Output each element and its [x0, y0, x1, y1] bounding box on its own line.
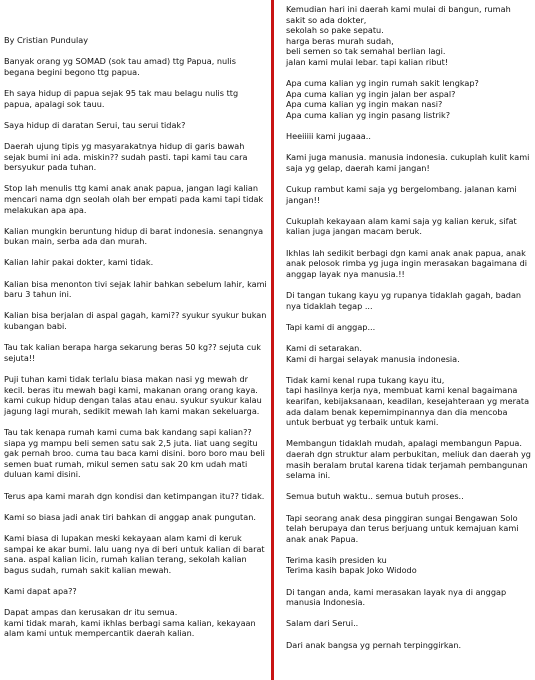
paragraph-right-6: Cukuplah kekayaan alam kami saja yg kalian keruk, sifat kalian juga jangan macam beruk.: [286, 215, 517, 237]
paragraph-left-12: Tau tak kenapa rumah kami cuma bak kandang sapi kalian?? siapa yg mampu beli semen satu sak 2,5 juta. liat uang segitu gak pernah broo. cuma tau baca kami disini. boro boro mau beli semen buat rumah, mikul semen satu sak 20 km udah mati duluan kami disini.: [4, 426, 265, 480]
paragraph-right-17: Salam dari Serui..: [286, 618, 359, 629]
paragraph-right-11: Tidak kami kenal rupa tukang kayu itu, tapi hasilnya kerja nya, membuat kami kenal bagaimana kearifan, kebijaksanaan, keadilan, kesejahteraan yg merata ada dalam benak kepemimpinannya dan dia mencoba untuk berbuat yg terbaik untuk kami.: [286, 374, 530, 428]
paragraph-left-15: Kami biasa di lupakan meski kekayaan alam kami di keruk sampai ke akar bumi. lalu uang nya di beri untuk kalian di barat sana. aspal kalian licin, rumah kalian terang, sekolah kalian bagus sudah, rumah sakit kalian mewah.: [4, 532, 265, 575]
paragraph-left-6: Kalian mungkin beruntung hidup di barat indonesia. senangnya bukan main, serba ada dan murah.: [4, 225, 264, 247]
paragraph-left-1: Banyak orang yg SOMAD (sok tau amad) ttg Papua, nulis begana begini begono ttg papua.: [4, 56, 236, 77]
paragraph-right-1: Kemudian hari ini daerah kami mulai di bangun, rumah sakit so ada dokter, sekolah so pake sepatu. harga beras murah sudah, beli semen so tak semahal berlian lagi. jalan kami mulai lebar. tapi kalian ribut!: [286, 4, 511, 67]
paragraph-right-7: Ikhlas lah sedikit berbagi dgn kami anak anak papua, anak anak pelosok rimba yg juga ingin merasakan bagaimana di anggap layak nya manusia.!!: [286, 247, 528, 279]
paragraph-left-17: Dapat ampas dan kerusakan dr itu semua. kami tidak marah, kami ikhlas berbagi sama kalian, kekayaan alam kami untuk mempercantik daerah kalian.: [4, 607, 256, 639]
paragraph-right-2: Apa cuma kalian yg ingin rumah sakit lengkap? Apa cuma kalian yg ingin jalan ber aspal? Apa cuma kalian yg ingin makan nasi? Apa cuma kalian yg ingin pasang listrik?: [286, 78, 479, 120]
paragraph-right-9: Tapi kami di anggap...: [286, 321, 376, 332]
paragraph-right-15: Terima kasih presiden ku Terima kasih bapak Joko Widodo: [286, 554, 417, 576]
paragraph-right-4: Kami juga manusia. manusia indonesia. cukuplah kulit kami saja yg gelap, daerah kami jangan!: [286, 152, 530, 173]
paragraph-right-14: Tapi seorang anak desa pinggiran sungai Bengawan Solo telah berupaya dan terus berjuang untuk kemajuan kami anak anak Papua.: [286, 512, 519, 544]
paragraph-left-9: Kalian bisa berjalan di aspal gagah, kami?? syukur syukur bukan kubangan babi.: [4, 310, 267, 332]
paragraph-right-3: Heeiiiii kami jugaaa..: [286, 131, 371, 142]
paragraph-left-3: Saya hidup di daratan Serui, tau serui tidak?: [4, 119, 186, 130]
paragraph-right-12: Membangun tidaklah mudah, apalagi membangun Papua. daerah dgn struktur alam perbukitan, meliuk dan daerah yg masih beralam brutal karena tidak terjamah pembangunan selama ini.: [286, 438, 531, 481]
paragraph-left-14: Kami so biasa jadi anak tiri bahkan di anggap anak pungutan.: [4, 511, 256, 522]
paragraph-left-10: Tau tak kalian berapa harga sekarung beras 50 kg?? sejuta cuk sejuta!!: [4, 342, 261, 363]
right-column: [278, 0, 535, 680]
paragraph-right-16: Di tangan anda, kami merasakan layak nya di anggap manusia Indonesia.: [286, 586, 507, 608]
column-divider: [271, 0, 274, 380]
paragraph-left-7: Kalian lahir pakai dokter, kami tidak.: [4, 257, 154, 268]
paragraph-left-16: Kami dapat apa??: [4, 585, 77, 596]
paragraph-left-5: Stop lah menulis ttg kami anak anak papua, jangan lagi kalian mencari nama dgn seolah olah ber empati pada kami tapi tidak melakukan apa apa.: [4, 183, 264, 215]
paragraph-right-13: Semua butuh waktu.. semua butuh proses..: [286, 491, 464, 502]
paragraph-right-18: Dari anak bangsa yg pernah terpinggirkan.: [286, 639, 462, 650]
paragraph-right-10: Kami di setarakan. Kami di hargai selayak manusia indonesia.: [286, 343, 460, 364]
paragraph-left-2: Eh saya hidup di papua sejak 95 tak mau belagu nulis ttg papua, apalagi sok tauu.: [4, 87, 239, 109]
paragraph-left-11: Puji tuhan kami tidak terlalu biasa makan nasi yg mewah dr kecil. beras itu mewah bagi kami, makanan orang orang kaya. kami cukup hidup dengan talas atau enau. syukur syukur kalau jagung lagi murah, sedikit mewah lah kami makan sekeluarga.: [4, 374, 262, 416]
column-divider-lower: [271, 380, 274, 680]
paragraph-right-8: Di tangan tukang kayu yg rupanya tidaklah gagah, badan nya tidaklah tegap ...: [286, 290, 522, 311]
paragraph-left-4: Daerah ujung tipis yg masyarakatnya hidup di garis bawah sejak bumi ini ada. miskin?? sudah pasti. tapi kami tau cara bersyukur pada tuhan.: [4, 140, 248, 173]
author-byline: By Cristian Pundulay: [4, 35, 89, 45]
paragraph-left-13: Terus apa kami marah dgn kondisi dan ketimpangan itu?? tidak.: [4, 490, 265, 501]
paragraph-left-8: Kalian bisa menonton tivi sejak lahir bahkan sebelum lahir, kami baru 3 tahun ini.: [4, 278, 267, 300]
paragraph-right-5: Cukup rambut kami saja yg bergelombang. jalanan kami jangan!!: [286, 184, 517, 205]
